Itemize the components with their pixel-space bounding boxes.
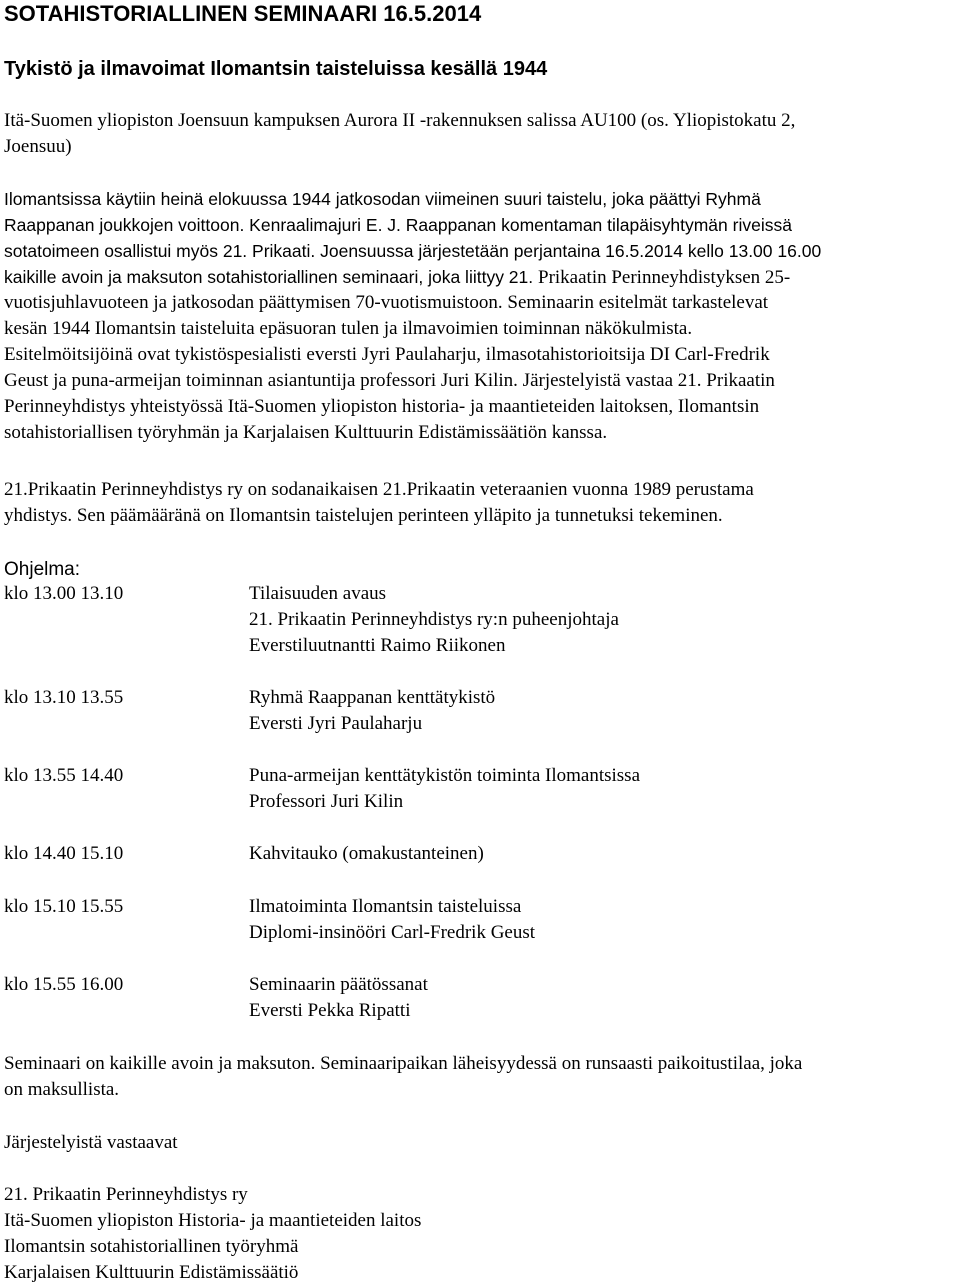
intro-line-end: Prikaatin Perinneyhdistyksen 25- <box>538 267 791 288</box>
intro-line-start: kaikille avoin ja maksuton sotahistoriallinen seminaari, joka liittyy 21. <box>4 267 538 287</box>
intro-line: Esitelmöitsijöinä ovat tykistöspesialisti eversti Jyri Paulaharju, ilmasotahistorioitsija DI Carl-Fredrik <box>4 344 770 365</box>
intro-line: Ilomantsissa käytiin heinä elokuussa 1944 jatkosodan viimeinen suuri taistelu, joka päättyi Ryhmä <box>4 189 761 209</box>
program-description <box>249 581 619 659</box>
program-description <box>249 763 640 815</box>
intro-line: Perinneyhdistys yhteistyössä Itä-Suomen yliopiston historia- ja maantieteiden laitoksen, Ilomantsin <box>4 396 760 417</box>
program-line: Everstiluutnantti Raimo Riikonen <box>249 635 506 656</box>
program-line: 21. Prikaatin Perinneyhdistys ry:n puheenjohtaja <box>249 609 619 630</box>
program-description <box>249 894 535 946</box>
association-paragraph <box>4 477 960 529</box>
program-line: Eversti Pekka Ripatti <box>249 1000 411 1021</box>
program-line: Seminaarin päätössanat <box>249 974 428 995</box>
program-description <box>249 685 495 737</box>
intro-line: Geust ja puna-armeijan toiminnan asiantuntija professori Juri Kilin. Järjestelyistä vastaa 21. Prikaatin <box>4 370 775 391</box>
intro-line <box>4 264 960 290</box>
program-time: klo 13.55 14.40 <box>4 765 124 786</box>
association-line: 21.Prikaatin Perinneyhdistys ry on sodanaikaisen 21.Prikaatin veteraanien vuonna 1989 perustama <box>4 479 754 500</box>
intro-line-start: Raappanan joukkojen voittoon. Kenraalimajuri E. J. <box>4 215 406 235</box>
program-line: Tilaisuuden avaus <box>249 583 387 604</box>
organizer-item: Itä-Suomen yliopiston Historia- ja maantieteiden laitos <box>4 1210 422 1231</box>
intro-line: sotahistoriallisen työryhmän ja Karjalaisen Kulttuurin Edistämissäätiön kanssa. <box>4 422 608 443</box>
footer-note <box>4 1051 960 1103</box>
program-time: klo 13.10 13.55 <box>4 687 124 708</box>
program-line: Puna-armeijan kenttätykistön toiminta Ilomantsissa <box>249 765 641 786</box>
program-line: Kahvitauko (omakustanteinen) <box>249 843 484 864</box>
intro-line: sotatoimeen osallistui myös 21. Prikaati. Joensuussa järjestetään perjantaina 16.5.2014 kello 13.00 16.00 <box>4 241 822 261</box>
footer-note-line: on maksullista. <box>4 1079 120 1100</box>
program-time: klo 15.55 16.00 <box>4 974 124 995</box>
program-time: klo 14.40 15.10 <box>4 843 124 864</box>
program-line: Professori Juri Kilin <box>249 791 404 812</box>
program-heading: Ohjelma: <box>4 559 81 580</box>
program-line: Ryhmä Raappanan kenttätykistö <box>249 687 496 708</box>
program-time: klo 13.00 13.10 <box>4 583 124 604</box>
organizer-item: Karjalaisen Kulttuurin Edistämissäätiö <box>4 1262 299 1283</box>
intro-line: kesän 1944 Ilomantsin taisteluita epäsuoran tulen ja ilmavoimien toiminnan näkökulmista. <box>4 318 693 339</box>
organizers-list <box>4 1182 960 1286</box>
intro-line <box>4 212 960 238</box>
location-paragraph <box>4 108 960 160</box>
organizers-heading: Järjestelyistä vastaavat <box>4 1132 178 1153</box>
program-time: klo 15.10 15.55 <box>4 896 124 917</box>
location-line: Joensuu) <box>4 136 72 157</box>
program-description <box>249 841 484 867</box>
location-line: Itä-Suomen yliopiston Joensuun kampuksen Aurora II -rakennuksen salissa AU100 (os. Yliopistokatu 2, <box>4 110 796 131</box>
association-line: yhdistys. Sen päämääränä on Ilomantsin taistelujen perinteen ylläpito ja tunnetuksi tekeminen. <box>4 505 723 526</box>
footer-note-line: Seminaari on kaikille avoin ja maksuton. Seminaaripaikan läheisyydessä on runsaasti paikoitustilaa, joka <box>4 1053 803 1074</box>
intro-paragraph <box>4 186 960 446</box>
intro-line: vuotisjuhlavuoteen ja jatkosodan päättymisen 70-vuotismuistoon. Seminaarin esitelmät tarkastelevat <box>4 292 769 313</box>
program-description <box>249 972 428 1024</box>
document-title: SOTAHISTORIALLINEN SEMINAARI 16.5.2014 <box>4 1 482 26</box>
program-line: Eversti Jyri Paulaharju <box>249 713 423 734</box>
program-line: Diplomi-insinööri Carl-Fredrik Geust <box>249 922 536 943</box>
program-line: Ilmatoiminta Ilomantsin taisteluissa <box>249 896 522 917</box>
document-subtitle: Tykistö ja ilmavoimat Ilomantsin taisteluissa kesällä 1944 <box>4 58 548 80</box>
intro-line-end: Raappanan komentaman tilapäisyhtymän riveissä <box>405 215 792 235</box>
organizer-item: Ilomantsin sotahistoriallinen työryhmä <box>4 1236 299 1257</box>
organizer-item: 21. Prikaatin Perinneyhdistys ry <box>4 1184 248 1205</box>
